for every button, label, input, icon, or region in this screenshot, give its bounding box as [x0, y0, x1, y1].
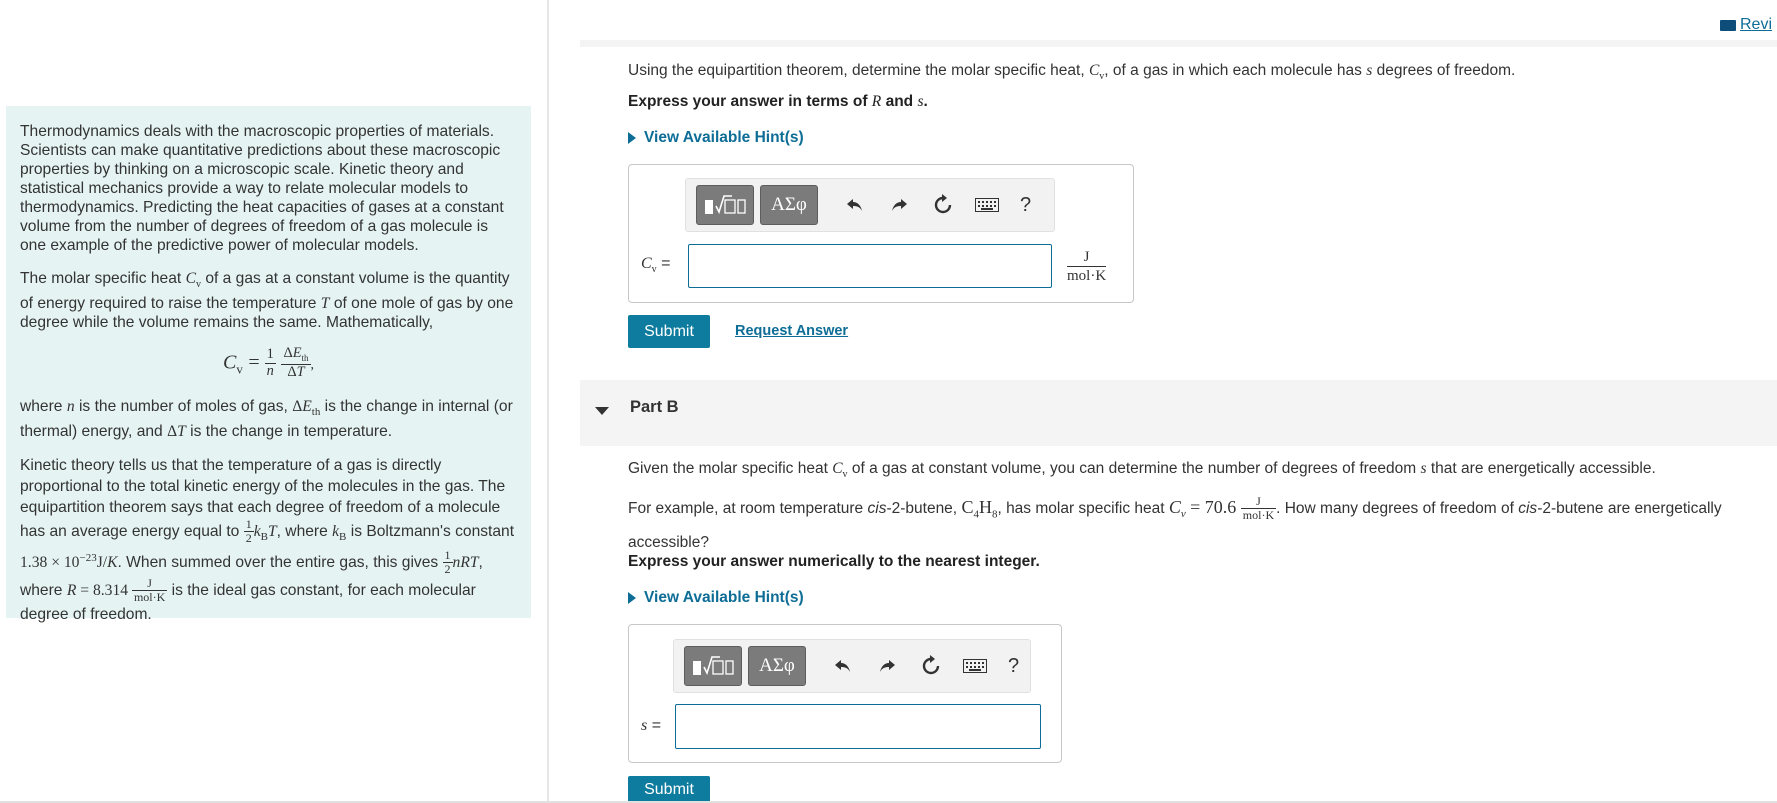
part-b-title: Part B	[630, 398, 679, 416]
part-a-hint-toggle[interactable]: View Available Hint(s)	[628, 129, 804, 147]
part-a-instruction: Express your answer in terms of R and s.	[628, 93, 928, 110]
intro-paragraph-3: where n is the number of moles of gas, $\Delta E_{th}$ is the change in internal (or thermal) energy, and ΔT is the change in temperature.	[20, 397, 513, 440]
intro-paragraph-2: The molar specific heat $C_v$ of a gas at a constant volume is the quantity of energy required to raise the temperature T of one mole of gas by one degree while the volume remains the same. Mathematically,	[20, 270, 514, 332]
review-link[interactable]: Revi	[1720, 16, 1772, 34]
request-answer-link[interactable]: Request Answer	[735, 323, 849, 339]
part-b-question-2: For example, at room temperature cis-2-butene, $C_4H_8$, has molar specific heat $C_v = 70.6$ $\frac{J}{\text{mol·K}}$ . How many degrees of freedom of cis-2-butene are energetically accessible?	[628, 494, 1722, 551]
intro-panel	[6, 106, 531, 623]
part-a-answer-input[interactable]	[688, 244, 1052, 288]
templates-icon[interactable]	[696, 185, 754, 225]
keyboard-icon[interactable]	[972, 190, 1002, 220]
part-b-header[interactable]	[580, 380, 1777, 446]
part-a-answer-label: $C_v$ =	[641, 255, 671, 276]
part-a-question: Using the equipartition theorem, determine the molar specific heat, $C_v$, of a gas in which each molecule has s degrees of freedom.	[628, 62, 1516, 83]
greek-symbols-button[interactable]: ΑΣφ	[748, 646, 806, 686]
help-icon[interactable]: ?	[1020, 193, 1032, 216]
greek-symbols-button[interactable]: ΑΣφ	[760, 185, 818, 225]
reset-icon[interactable]	[928, 190, 958, 220]
part-b-answer-input[interactable]	[675, 704, 1041, 749]
part-a-answer-box	[628, 164, 1134, 303]
part-b-question-1: Given the molar specific heat $C_v$ of a gas at constant volume, you can determine the number of degrees of freedom s that are energetically accessible.	[628, 460, 1656, 481]
part-a-unit: J mol·K	[1067, 249, 1107, 284]
undo-icon[interactable]	[828, 651, 858, 681]
part-b-hint-toggle[interactable]: View Available Hint(s)	[628, 589, 804, 607]
book-icon	[1720, 20, 1736, 31]
part-b-math-toolbar	[673, 639, 1031, 693]
part-b-submit-button[interactable]: Submit	[628, 776, 710, 803]
reset-icon[interactable]	[916, 651, 946, 681]
redo-icon[interactable]	[884, 190, 914, 220]
expand-triangle-icon	[628, 132, 636, 144]
collapse-caret-icon	[595, 407, 609, 415]
part-a-math-toolbar	[685, 178, 1055, 232]
help-icon[interactable]: ?	[1008, 654, 1020, 677]
part-a-header-strip	[580, 40, 1777, 47]
heat-capacity-equation: $C_v$ = $\frac{1}{n}$ $\frac{\Delta E_{th}}{\Delta T}$ ,	[222, 345, 315, 380]
part-a-submit-button[interactable]: Submit	[628, 315, 710, 348]
part-b-answer-box	[628, 624, 1062, 763]
panel-divider	[547, 0, 549, 803]
redo-icon[interactable]	[872, 651, 902, 681]
intro-paragraph-1: Thermodynamics deals with the macroscopic properties of materials. Scientists can make quantitative predictions about these macroscopic properties by thinking on a microscopic scale. Kinetic theory and statistical mechanics provide a way to relate molecular models to thermodynamics. Predicting the heat capacities of gases at a constant volume from the number of degrees of freedom of a gas molecule is one example of the predictive power of molecular models.	[20, 123, 504, 254]
templates-icon[interactable]	[684, 646, 742, 686]
part-b-answer-label: s =	[641, 717, 662, 734]
expand-triangle-icon	[628, 592, 636, 604]
part-b-instruction: Express your answer numerically to the nearest integer.	[628, 553, 1040, 570]
undo-icon[interactable]	[840, 190, 870, 220]
intro-paragraph-4: Kinetic theory tells us that the temperature of a gas is directly proportional to the total kinetic energy of the molecules in the gas. The equipartition theorem says that each degree of freedom of a molecule has an average energy equal to $\frac{1}{2}$ $k_BT$, where $k_B$ is Boltzmann's constant $1.38 \times 10^{-23}J/K$. When summed over the entire gas, this gives $\frac{1}{2}$ nRT, where R = 8.314 $\frac{J}{\text{mol·K}}$ is the ideal gas constant, for each molecular degree of freedom.	[20, 456, 515, 623]
keyboard-icon[interactable]	[960, 651, 990, 681]
